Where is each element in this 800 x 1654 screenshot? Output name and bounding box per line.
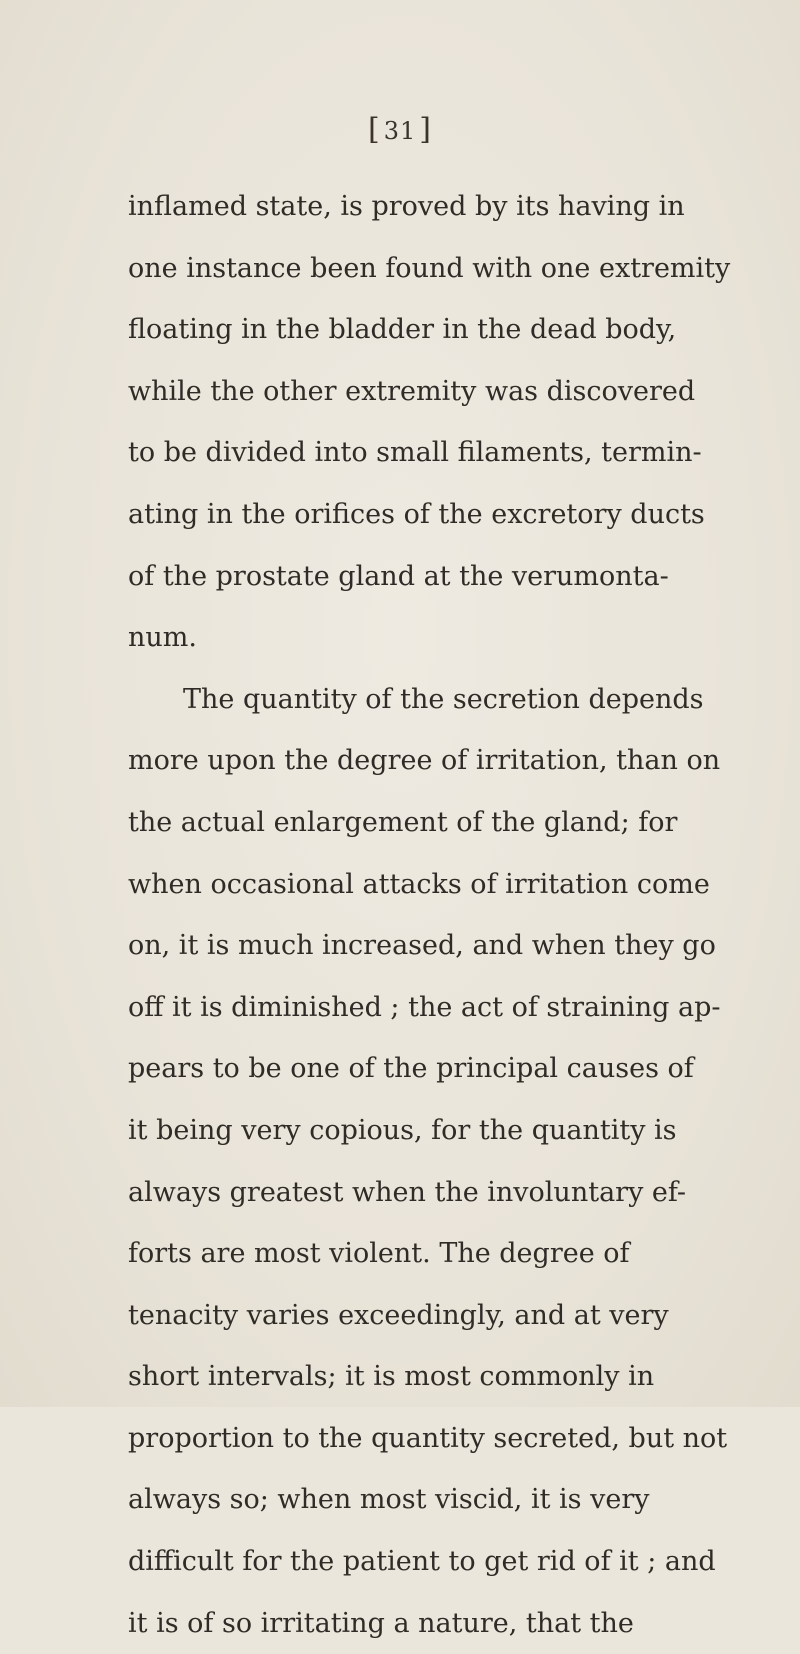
text-line: tenacity varies exceedingly, and at very: [128, 1299, 669, 1331]
page-number: [0, 112, 800, 147]
text-line: inflamed state, is proved by its having in: [128, 191, 685, 222]
text-line: it being very copious, for the quantity is: [128, 1114, 677, 1146]
text-line: difficult for the patient to get rid of it ; and: [128, 1546, 716, 1578]
text-line: it is of so irritating a nature, that the: [128, 1607, 634, 1639]
text-line: to be divided into small filaments, termin-: [128, 437, 702, 469]
text-line: when occasional attacks of irritation come: [128, 868, 710, 900]
text-line: of the prostate gland at the verumonta-: [128, 560, 669, 592]
text-line: off it is diminished ; the act of straining ap-: [128, 991, 721, 1023]
text-line: one instance been found with one extremity: [128, 252, 731, 284]
text-line: floating in the bladder in the dead body,: [128, 314, 677, 346]
text-line: The quantity of the secretion depends: [183, 683, 704, 715]
text-line: num.: [128, 622, 197, 654]
text-line: always greatest when the involuntary ef-: [128, 1176, 687, 1208]
text-line: while the other extremity was discovered: [128, 375, 696, 407]
text-line: always so; when most viscid, it is very: [128, 1484, 650, 1516]
body-text: [128, 176, 731, 1654]
text-line: proportion to the quantity secreted, but not: [128, 1422, 728, 1454]
text-line: on, it is much increased, and when they go: [128, 930, 716, 962]
text-line: short intervals; it is most commonly in: [128, 1361, 655, 1393]
bracket-close: ]: [419, 112, 432, 147]
text-line: more upon the degree of irritation, than on: [128, 745, 721, 777]
text-line: pears to be one of the principal causes of: [128, 1053, 694, 1085]
text-line: the actual enlargement of the gland; for: [128, 806, 678, 838]
text-line: ating in the orifices of the excretory ducts: [128, 498, 705, 530]
text-line: forts are most violent. The degree of: [128, 1238, 630, 1270]
page-number-value: 31: [383, 117, 417, 145]
bracket-open: [: [368, 112, 381, 147]
